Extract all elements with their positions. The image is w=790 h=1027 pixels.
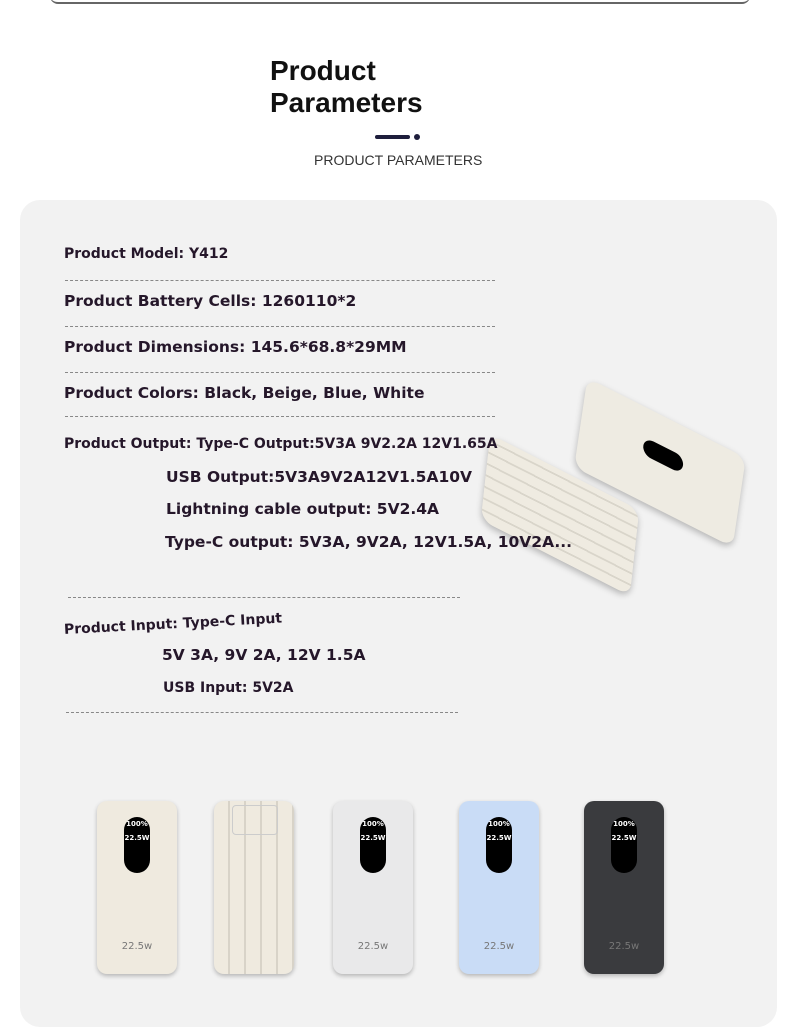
display-screen bbox=[360, 817, 386, 873]
screen-wattage: 22.5W bbox=[486, 834, 512, 842]
spec-colors: Product Colors: Black, Beige, Blue, White bbox=[64, 384, 425, 402]
divider bbox=[65, 326, 495, 327]
spec-dimensions: Product Dimensions: 145.6*68.8*29MM bbox=[64, 338, 407, 356]
product-variant bbox=[333, 801, 413, 974]
screen-percent: 100% bbox=[126, 820, 148, 828]
spec-cells: Product Battery Cells: 1260110*2 bbox=[64, 292, 357, 310]
display-screen bbox=[124, 817, 150, 873]
wattage-label: 22.5w bbox=[121, 941, 153, 952]
spec-typec-output: Type-C output: 5V3A, 9V2A, 12V1.5A, 10V2A... bbox=[165, 533, 573, 551]
divider bbox=[66, 712, 458, 713]
product-variant bbox=[214, 801, 294, 974]
spec-usb-output: USB Output:5V3A9V2A12V1.5A10V bbox=[166, 468, 473, 486]
top-divider bbox=[50, 0, 750, 4]
spec-input: Product Input: Type-C Input bbox=[63, 610, 283, 638]
spec-typec-input: 5V 3A, 9V 2A, 12V 1.5A bbox=[162, 646, 366, 664]
screen-percent: 100% bbox=[362, 820, 384, 828]
display-icon bbox=[642, 437, 684, 474]
product-variant bbox=[459, 801, 539, 974]
display-screen bbox=[611, 817, 637, 873]
title-underline bbox=[375, 135, 410, 139]
divider bbox=[68, 597, 460, 598]
product-variant bbox=[584, 801, 664, 974]
divider bbox=[65, 416, 495, 417]
divider bbox=[65, 280, 495, 281]
screen-percent: 100% bbox=[488, 820, 510, 828]
spec-output: Product Output: Type-C Output:5V3A 9V2.2A 12V1.65A bbox=[64, 436, 498, 452]
subtitle: PRODUCT PARAMETERS bbox=[314, 152, 483, 168]
cable-heads-icon bbox=[232, 805, 278, 835]
page-title bbox=[270, 55, 423, 119]
spec-model: Product Model: Y412 bbox=[64, 246, 229, 262]
screen-wattage: 22.5W bbox=[124, 834, 150, 842]
product-variant bbox=[97, 801, 177, 974]
wattage-label: 22.5w bbox=[357, 941, 389, 952]
wattage-label: 22.5w bbox=[608, 941, 640, 952]
divider bbox=[65, 372, 495, 373]
spec-usb-input: USB Input: 5V2A bbox=[163, 680, 294, 696]
title-line-2: Parameters bbox=[270, 87, 423, 118]
screen-percent: 100% bbox=[613, 820, 635, 828]
display-screen bbox=[486, 817, 512, 873]
title-line-1: Product bbox=[270, 55, 376, 86]
spec-lightning-output: Lightning cable output: 5V2.4A bbox=[166, 500, 440, 518]
screen-wattage: 22.5W bbox=[360, 834, 386, 842]
wattage-label: 22.5w bbox=[483, 941, 515, 952]
title-dot bbox=[414, 134, 420, 140]
screen-wattage: 22.5W bbox=[611, 834, 637, 842]
